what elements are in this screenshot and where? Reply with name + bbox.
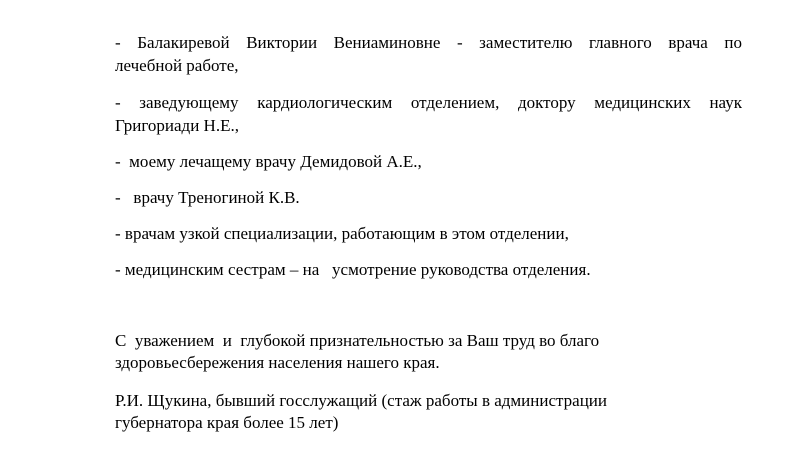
recipient-1-line-1: - Балакиревой Виктории Вениаминовне - заместителю главного врача по [115, 33, 742, 52]
recipient-2-line-1: - заведующему кардиологическим отделением, доктору медицинских наук [115, 93, 742, 112]
recipient-1-line-2: лечебной работе, [115, 56, 239, 75]
closing-line-2: здоровьесбережения населения нашего края. [115, 353, 440, 372]
recipient-5-line: - врачам узкой специализации, работающим в этом отделении, [115, 224, 569, 243]
recipient-2-line-2: Григориади Н.Е., [115, 116, 239, 135]
recipient-6-line: - медицинским сестрам – на усмотрение руководства отделения. [115, 260, 591, 279]
closing-line-1: С уважением и глубокой признательностью за Ваш труд во благо [115, 331, 600, 350]
recipient-4-line: - врачу Треногиной К.В. [115, 188, 300, 207]
recipient-3-line: - моему лечащему врачу Демидовой А.Е., [115, 152, 422, 171]
signature-line-1: Р.И. Щукина, бывший госслужащий (стаж работы в администрации [115, 391, 607, 410]
signature-line-2: губернатора края более 15 лет) [115, 413, 339, 432]
